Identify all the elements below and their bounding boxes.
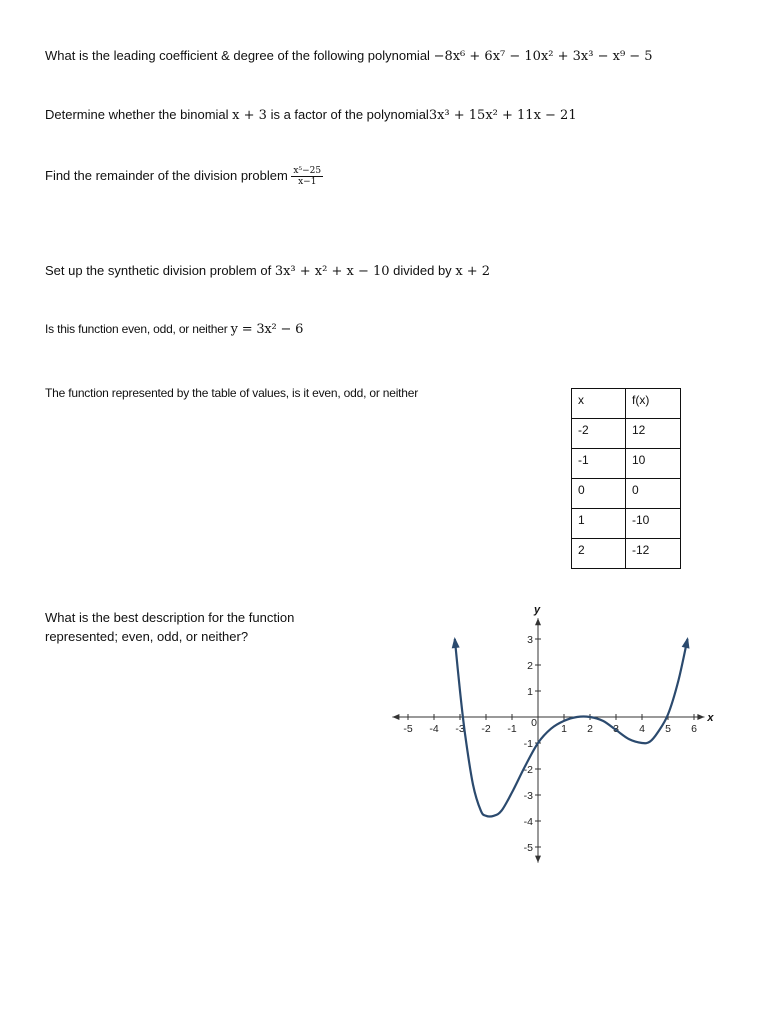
x-tick-label: 5 (665, 723, 671, 735)
x-axis-arrow-right (697, 714, 704, 720)
question-4-math-a: 3x³ + x² + x − 10 (274, 264, 390, 279)
question-5-text: Is this function even, odd, or neither (45, 322, 228, 336)
x-tick-label: -5 (403, 723, 413, 735)
table-row (572, 479, 681, 509)
function-graph (390, 600, 730, 880)
question-3-text: Find the remainder of the division problem (45, 167, 288, 183)
question-7-text: What is the best description for the function represented; even, odd, or neither? (45, 610, 295, 644)
y-tick-label: -5 (523, 842, 533, 854)
question-3 (45, 166, 323, 187)
question-7 (45, 608, 335, 646)
table-row (572, 539, 681, 569)
question-2-text-b: is a factor of the polynomial (270, 107, 429, 122)
question-4-text-a: Set up the synthetic division problem of (45, 263, 272, 278)
x-tick-label: -3 (455, 723, 465, 735)
question-4 (45, 263, 490, 280)
table-cell: 12 (626, 419, 681, 449)
curve-end-arrows (452, 637, 690, 649)
x-tick-label: 2 (587, 723, 593, 735)
table-cell: -12 (626, 539, 681, 569)
y-tick-label: 2 (527, 660, 533, 672)
table-cell: 1 (572, 509, 626, 539)
table-cell: 10 (626, 449, 681, 479)
y-tick-label: 1 (527, 686, 533, 698)
table-cell: 0 (626, 479, 681, 509)
question-1-text: What is the leading coefficient & degree of the following polynomial (45, 48, 430, 63)
table-cell: -1 (572, 449, 626, 479)
table-cell: -2 (572, 419, 626, 449)
y-tick-label: -1 (523, 738, 533, 750)
question-5 (45, 321, 303, 338)
curve-arrow-right (682, 637, 690, 649)
x-tick-label: 6 (691, 723, 697, 735)
x-axis-label: x (707, 712, 714, 724)
fraction-numerator: x⁵−25 (293, 166, 322, 176)
y-tick-label: -2 (523, 764, 533, 776)
question-1 (45, 48, 653, 65)
question-3-fraction (291, 166, 323, 187)
table-cell: -10 (626, 509, 681, 539)
table-cell: 2 (572, 539, 626, 569)
x-tick-label: -1 (507, 723, 517, 735)
values-table (571, 388, 681, 569)
question-4-math-b: x + 2 (455, 264, 491, 279)
x-tick-label: 4 (639, 723, 645, 735)
y-tick-label: -3 (523, 790, 533, 802)
x-tick-label: 0 (531, 717, 537, 729)
question-4-text-b: divided by (393, 263, 452, 278)
question-6-text: The function represented by the table of values, is it even, odd, or neither (45, 386, 419, 400)
y-tick-label: -4 (523, 816, 533, 828)
table-row (572, 449, 681, 479)
x-tick-label: -4 (429, 723, 439, 735)
x-tick-label: -2 (481, 723, 491, 735)
question-2 (45, 107, 577, 124)
y-tick-label: 3 (527, 634, 533, 646)
y-axis-arrow-up (535, 618, 541, 625)
question-2-math-b: 3x³ + 15x² + 11x − 21 (428, 108, 577, 123)
x-axis-arrow-left (392, 714, 399, 720)
tick-labels (403, 634, 697, 854)
table-header-fx: f(x) (626, 389, 681, 419)
question-2-math-a: x + 3 (232, 108, 267, 123)
question-5-math: y = 3x² − 6 (230, 322, 304, 337)
table-row (572, 509, 681, 539)
x-tick-label: 3 (613, 723, 619, 735)
table-header-x: x (572, 389, 626, 419)
table-header-row (572, 389, 681, 419)
fraction-denominator: x−1 (298, 177, 317, 187)
table-row (572, 419, 681, 449)
y-axis-arrow-down (535, 856, 541, 863)
table-cell: 0 (572, 479, 626, 509)
question-1-math: −8x⁶ + 6x⁷ − 10x² + 3x³ − x⁹ − 5 (433, 49, 653, 64)
y-axis-label: y (534, 604, 541, 617)
question-2-text-a: Determine whether the binomial (45, 107, 229, 122)
x-tick-label: 1 (561, 723, 567, 735)
curve-arrow-left (452, 637, 460, 648)
question-6 (45, 385, 418, 401)
